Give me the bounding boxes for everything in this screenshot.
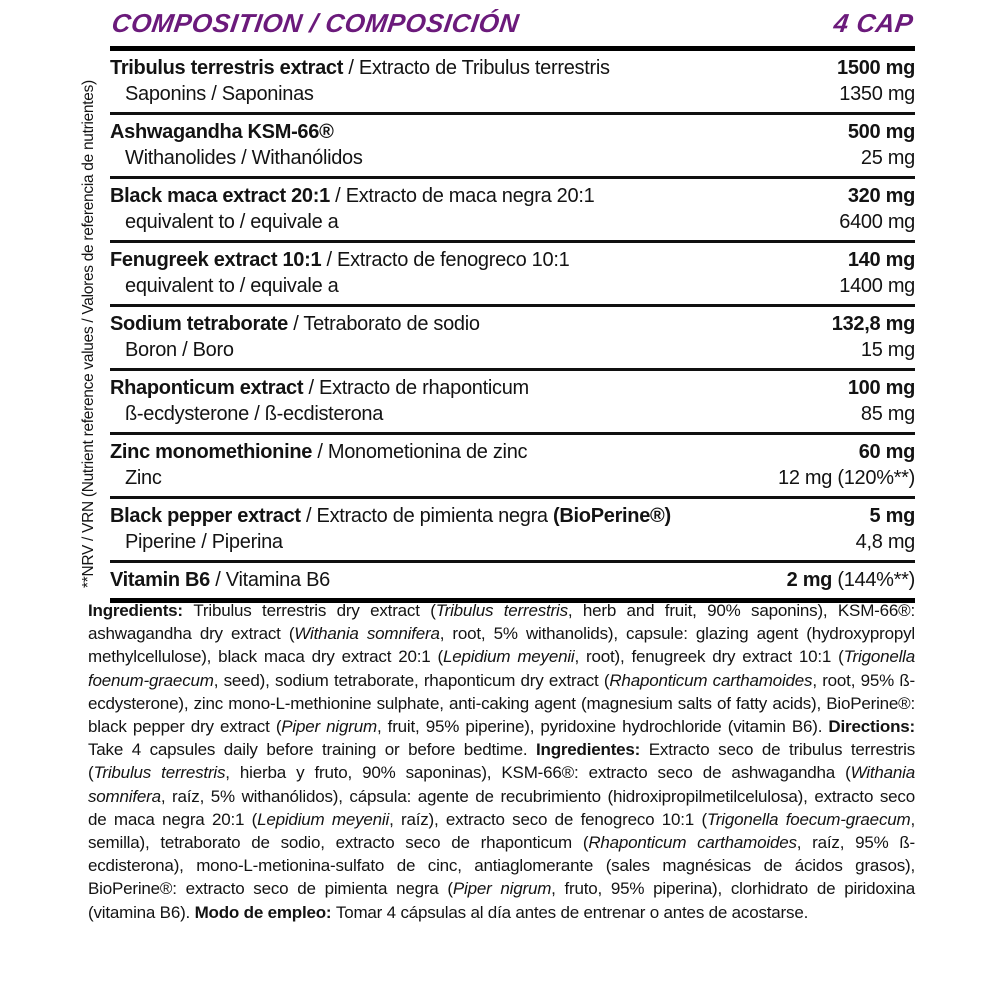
text-run: Lepidium meyenii: [257, 809, 390, 829]
table-row: [110, 435, 915, 499]
table-row: [110, 499, 915, 563]
table-row: [110, 179, 915, 243]
composition-title: COMPOSITION / COMPOSICIÓN: [109, 8, 522, 38]
text-run: Sodium tetraborate: [110, 313, 288, 335]
text-run: 12 mg (120%**): [778, 467, 915, 489]
table-row: [110, 243, 915, 307]
text-run: / Extracto de fenogreco 10:1: [321, 249, 570, 271]
ingredients-paragraph: [88, 599, 915, 924]
ingredient-name: [110, 183, 604, 209]
text-run: , raíz), extracto seco de fenogreco 10:1 (: [389, 809, 707, 829]
text-run: Tomar 4 cápsulas al día antes de entrenar o antes de acostarse.: [335, 902, 809, 922]
text-run: Rhaponticum carthamoides: [609, 670, 813, 690]
ingredient-subline: [110, 465, 915, 491]
text-run: Rhaponticum extract: [110, 377, 304, 399]
ingredient-subamount: [856, 529, 915, 555]
text-run: Lepidium meyenii: [442, 647, 575, 667]
ingredient-subline: [110, 401, 915, 427]
ingredient-name: [110, 247, 579, 273]
text-run: , fruto, 95% piperina), clorhidrato de piridoxina (vitamina B6).: [88, 879, 915, 922]
ingredient-subname: [110, 145, 373, 171]
text-run: / Extracto de Tribulus terrestris: [343, 57, 610, 79]
text-run: Piper nigrum: [452, 879, 552, 899]
ingredient-name: [110, 55, 620, 81]
ingredient-subname: [110, 529, 293, 555]
ingredient-amount: [859, 439, 915, 465]
ingredient-subline: [110, 273, 915, 299]
ingredient-subline: [110, 209, 915, 235]
text-run: Ingredientes:: [536, 740, 649, 760]
ingredient-name: [110, 375, 539, 401]
text-run: , root), fenugreek dry extract 10:1 (: [574, 647, 844, 667]
text-run: 132,8 mg: [831, 313, 915, 335]
text-run: , root, 5% withanolids), capsule: glazing agent (hydroxypropyl methylcellulose), black maca dry extract 20:1 (: [88, 624, 915, 667]
text-run: 100 mg: [847, 377, 915, 399]
ingredient-subname: [110, 81, 324, 107]
table-row: [110, 371, 915, 435]
text-run: Withania somnifera: [294, 624, 440, 644]
text-run: , root, 95% ß-ecdysterone), zinc mono-L-methionine sulphate, anti-caking agent (magnesium salts of fatty acids), BioPerine®: black pepper dry extract (: [88, 670, 915, 737]
composition-table: [110, 51, 915, 603]
ingredient-name: [110, 567, 340, 593]
ingredient-subamount: [839, 273, 915, 299]
text-run: Extracto seco de tribulus terrestris (: [88, 740, 915, 783]
ingredient-name: [110, 439, 537, 465]
text-run: equivalent to / equivale a: [125, 211, 339, 233]
ingredient-subamount: [861, 401, 915, 427]
text-run: Tribulus terrestris: [435, 601, 568, 620]
ingredient-subline: [110, 81, 915, 107]
text-run: Trigonella foecum-graecum: [706, 809, 911, 829]
text-run: 1500 mg: [837, 57, 915, 79]
ingredient-subamount: [839, 209, 915, 235]
table-row: [110, 307, 915, 371]
ingredient-subline: [110, 145, 915, 171]
nrv-vertical-note: **NRV / VRN (Nutrient reference values / Valores de referencia de nutrientes): [80, 80, 97, 588]
table-row: [110, 115, 915, 179]
ingredient-amount: [787, 567, 915, 593]
table-row: [110, 51, 915, 115]
text-run: 140 mg: [847, 249, 915, 271]
composition-panel: [110, 6, 915, 603]
text-run: 2 mg: [786, 569, 833, 591]
ingredient-subname: [110, 465, 172, 491]
text-run: 15 mg: [860, 339, 915, 361]
ingredient-amount: [870, 503, 915, 529]
composition-header: [110, 6, 915, 51]
text-run: Withania somnifera: [88, 763, 915, 806]
text-run: , raíz, 5% withanólidos), cápsula: agente de recubrimiento (hidroxipropilmetilcelulosa), extracto seco de maca negra 20:1 (: [88, 786, 915, 829]
serving-size-label: 4 CAP: [831, 8, 916, 38]
text-run: / Extracto de maca negra 20:1: [329, 185, 595, 207]
text-run: Tribulus terrestris extract: [110, 57, 344, 79]
text-run: Vitamin B6: [110, 569, 210, 591]
text-run: Take 4 capsules daily before training or before bedtime.: [88, 740, 536, 760]
ingredient-subname: [110, 337, 244, 363]
text-run: Withanolides / Withanólidos: [125, 147, 363, 169]
text-run: 5 mg: [869, 505, 915, 527]
ingredient-line: [110, 503, 915, 529]
text-run: Directions:: [828, 717, 916, 737]
ingredient-amount: [848, 375, 915, 401]
ingredient-subname: [110, 401, 393, 427]
text-run: Ingredients:: [88, 601, 194, 620]
text-run: (144%**): [832, 569, 915, 591]
text-run: , raíz, 95% ß-ecdisterona), mono-L-metionina-sulfato de cinc, antiaglomerante (sales magnésicas de ácidos grasos), BioPerine®: extracto seco de pimienta negra (: [88, 833, 915, 899]
ingredient-subamount: [778, 465, 915, 491]
text-run: Saponins / Saponinas: [125, 83, 314, 105]
ingredient-line: [110, 311, 915, 337]
text-run: (BioPerine®): [553, 505, 671, 527]
ingredient-line: [110, 183, 915, 209]
text-run: Fenugreek extract 10:1: [110, 249, 322, 271]
ingredient-name: [110, 503, 681, 529]
text-run: 60 mg: [858, 441, 915, 463]
ingredient-amount: [848, 119, 915, 145]
ingredient-name: [110, 311, 490, 337]
ingredient-line: [110, 119, 915, 145]
ingredient-subline: [110, 529, 915, 555]
text-run: 1350 mg: [839, 83, 915, 105]
text-run: Boron / Boro: [125, 339, 234, 361]
text-run: 320 mg: [847, 185, 915, 207]
text-run: Zinc monomethionine: [110, 441, 313, 463]
ingredient-line: [110, 439, 915, 465]
text-run: 4,8 mg: [855, 531, 915, 553]
text-run: Trigonella foenum-graecum: [88, 647, 916, 690]
text-run: equivalent to / equivale a: [125, 275, 339, 297]
text-run: Zinc: [125, 467, 162, 489]
ingredient-line: [110, 247, 915, 273]
ingredient-amount: [848, 247, 915, 273]
text-run: / Monometionina de zinc: [312, 441, 528, 463]
text-run: , seed), sodium tetraborate, rhaponticum dry extract (: [213, 670, 610, 690]
text-run: Piper nigrum: [281, 717, 377, 737]
ingredient-line: [110, 375, 915, 401]
text-run: 1400 mg: [839, 275, 915, 297]
ingredient-subline: [110, 337, 915, 363]
ingredient-subamount: [861, 145, 915, 171]
text-run: / Vitamina B6: [210, 569, 330, 591]
text-run: Modo de empleo:: [194, 902, 336, 922]
text-run: , fruit, 95% piperine), pyridoxine hydrochloride (vitamin B6).: [376, 717, 829, 737]
text-run: Piperine / Piperina: [125, 531, 283, 553]
ingredient-line: [110, 55, 915, 81]
ingredient-subamount: [839, 81, 915, 107]
ingredient-subname: [110, 209, 348, 235]
text-run: 25 mg: [860, 147, 915, 169]
ingredient-name: [110, 119, 344, 145]
text-run: / Extracto de pimienta negra: [300, 505, 554, 527]
text-run: Tribulus terrestris: [93, 763, 226, 783]
ingredient-subamount: [861, 337, 915, 363]
text-run: , hierba y fruto, 90% saponinas), KSM-66®: extracto seco de ashwagandha (: [225, 763, 851, 783]
text-run: Tribulus terrestris dry extract (: [193, 601, 436, 620]
ingredient-amount: [832, 311, 915, 337]
text-run: Rhaponticum carthamoides: [588, 833, 797, 853]
ingredient-amount: [837, 55, 915, 81]
text-run: / Extracto de rhaponticum: [303, 377, 529, 399]
text-run: 6400 mg: [839, 211, 915, 233]
ingredient-amount: [848, 183, 915, 209]
table-row: [110, 563, 915, 603]
text-run: , herb and fruit, 90% saponins), KSM-66®: ashwagandha dry extract (: [88, 601, 915, 644]
text-run: Ashwagandha KSM-66®: [110, 121, 334, 143]
text-run: 85 mg: [860, 403, 915, 425]
text-run: / Tetraborato de sodio: [287, 313, 480, 335]
text-run: Black pepper extract: [110, 505, 301, 527]
text-run: 500 mg: [847, 121, 915, 143]
text-run: , semilla), tetraborato de sodio, extracto seco de rhaponticum (: [88, 809, 915, 853]
ingredient-subname: [110, 273, 348, 299]
text-run: ß-ecdysterone / ß-ecdisterona: [125, 403, 384, 425]
ingredient-line: [110, 567, 915, 593]
text-run: Black maca extract 20:1: [110, 185, 330, 207]
